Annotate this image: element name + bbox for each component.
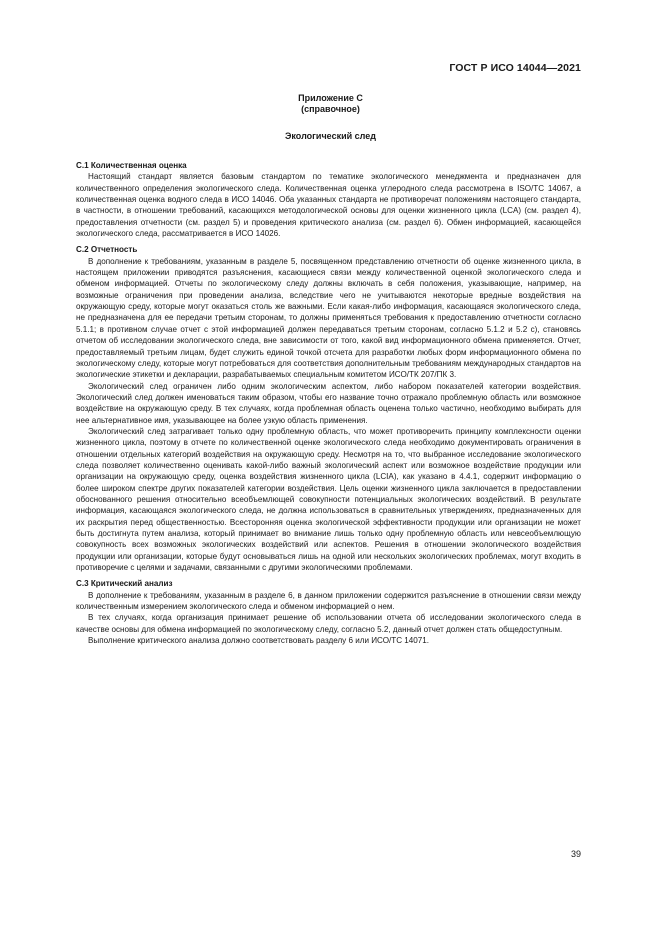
appendix-label: Приложение С bbox=[298, 93, 363, 103]
paragraph: В дополнение к требованиям, указанным в разделе 6, в данном приложении содержится разъяснение в отношении связи между количественным измерением экологического следа и обменом информацией о нем. bbox=[76, 590, 581, 612]
section-heading: С.1 Количественная оценка bbox=[76, 161, 187, 170]
appendix-heading bbox=[0, 93, 661, 115]
paragraph: Настоящий стандарт является базовым стандартом по тематике экологического менеджмента и предназначен для количественного определения экологического следа. Количественная оценка углеродного следа рассмотрена в ISO/TC 14067, а количественная оценка водного следа в ИСО 14046. Оба указанных стандарта не противоречат положениям настоящего стандарта, в частности, в отношении требований, касающихся методологической основы для оценки жизненного цикла (LCA) (см. раздел 4), предоставления отчетности (см. раздел 5) и проведения критического анализа (см. раздел 6). Обмен информацией, касающейся экологического следа, рассматривается в ИСО 14026. bbox=[76, 172, 581, 239]
paragraph: Экологический след ограничен либо одним экологическим аспектом, либо набором показателей категории воздействия. Экологический след должен именоваться таким образом, чтобы его название точно отражало проблемную область или возможное воздействие на окружающую среду. В тех случаях, когда проблемная область оценена только частично, необходимо выбирать для нее альтернативное имя, указывающее на более узкую область применения. bbox=[76, 381, 581, 425]
section-heading: С.2 Отчетность bbox=[76, 245, 138, 255]
document-body bbox=[76, 160, 581, 646]
document-code: ГОСТ Р ИСО 14044—2021 bbox=[449, 62, 581, 74]
appendix-note: (справочное) bbox=[301, 104, 360, 114]
paragraph: Выполнение критического анализа должно соответствовать разделу 6 или ИСО/ТС 14071. bbox=[88, 636, 430, 646]
paragraph: В тех случаях, когда организация принимает решение об использовании отчета об исследовании экологического следа в качестве основы для обмена информацией по экологическому следу, согласно 5.2, данный отчет должен стать общедоступным. bbox=[76, 613, 581, 634]
paragraph: В дополнение к требованиям, указанным в разделе 5, посвященном представлению отчетности об оценке жизненного цикла, в настоящем приложении приводятся разъяснения, касающиеся связи между количественной оценкой экологического следа и обменом информацией. Отчеты по экологическому следу должны включать в себя положения, указывающие, например, на возможные ограничения при проведении анализа, вследствие чего не учитываются некоторые вредные воздействия на окружающую среду, которые могут оказаться столь же важными. Если какая-либо информация, касающаяся экологического следа, не предназначена для ее передачи третьим сторонам, то должны применяться требования к предоставлению отчетности согласно 5.1.1; в противном случае отчет с этой информацией должен передаваться третьим сторонам, согласно 5.1.2 и 5.2 с), становясь отчетом об исследовании экологического следа, вне зависимости от того, какой вид информационного обмена применяется. Отчет, предоставляемый третьим лицам, будет служить единой точкой отсчета для разработки любых форм информационного обмена по экологическому следу, которые могут потребоваться для соответствия дополнительным требованиям международных стандартов на экологические этикетки и декларации, разрабатываемых специальным комитетом ИСО/ТК 207/ПК 3. bbox=[76, 256, 581, 380]
section-heading: С.3 Критический анализ bbox=[76, 579, 173, 589]
page-number: 39 bbox=[570, 849, 581, 859]
page-title: Экологический след bbox=[285, 131, 376, 141]
paragraph: Экологический след затрагивает только одну проблемную область, что может противоречить принципу комплексности оценки жизненного цикла, поэтому в отчете по количественной оценке экологического следа необходимо документировать ограничения в отношении отдельных категорий воздействия на окружающую среду. Несмотря на то, что выбранное исследование экологического следа позволяет количественно оценивать какой-либо важный экологический аспект или возможное воздействие продукции или организации на окружающую среду, оценка воздействия жизненного цикла (LCIA), как указано в 4.4.1, содержит информацию о более широком спектре других показателей категории воздействия. Цель оценки жизненного цикла заключается в предоставлении обоснованного решения относительно всеобъемлющей совокупности потенциальных экологических воздействий. В результате информация, касающаяся экологического следа, не должна использоваться в сравнительных утверждениях, предназначенных для их раскрытия перед общественностью. Всесторонняя оценка экологической эффективности продукции или организации не может быть достигнута путем анализа, который принимает во внимание лишь только одну проблемную область или невсеобъемлющую совокупность всех возможных экологических воздействий или аспектов. Решения в отношении экологического воздействия продукции или организации, которые будут основываться лишь на одной или нескольких экологических проблемах, могут входить в противоречие с целями и задачами, связанными с другими экологическими проблемами. bbox=[76, 426, 581, 573]
